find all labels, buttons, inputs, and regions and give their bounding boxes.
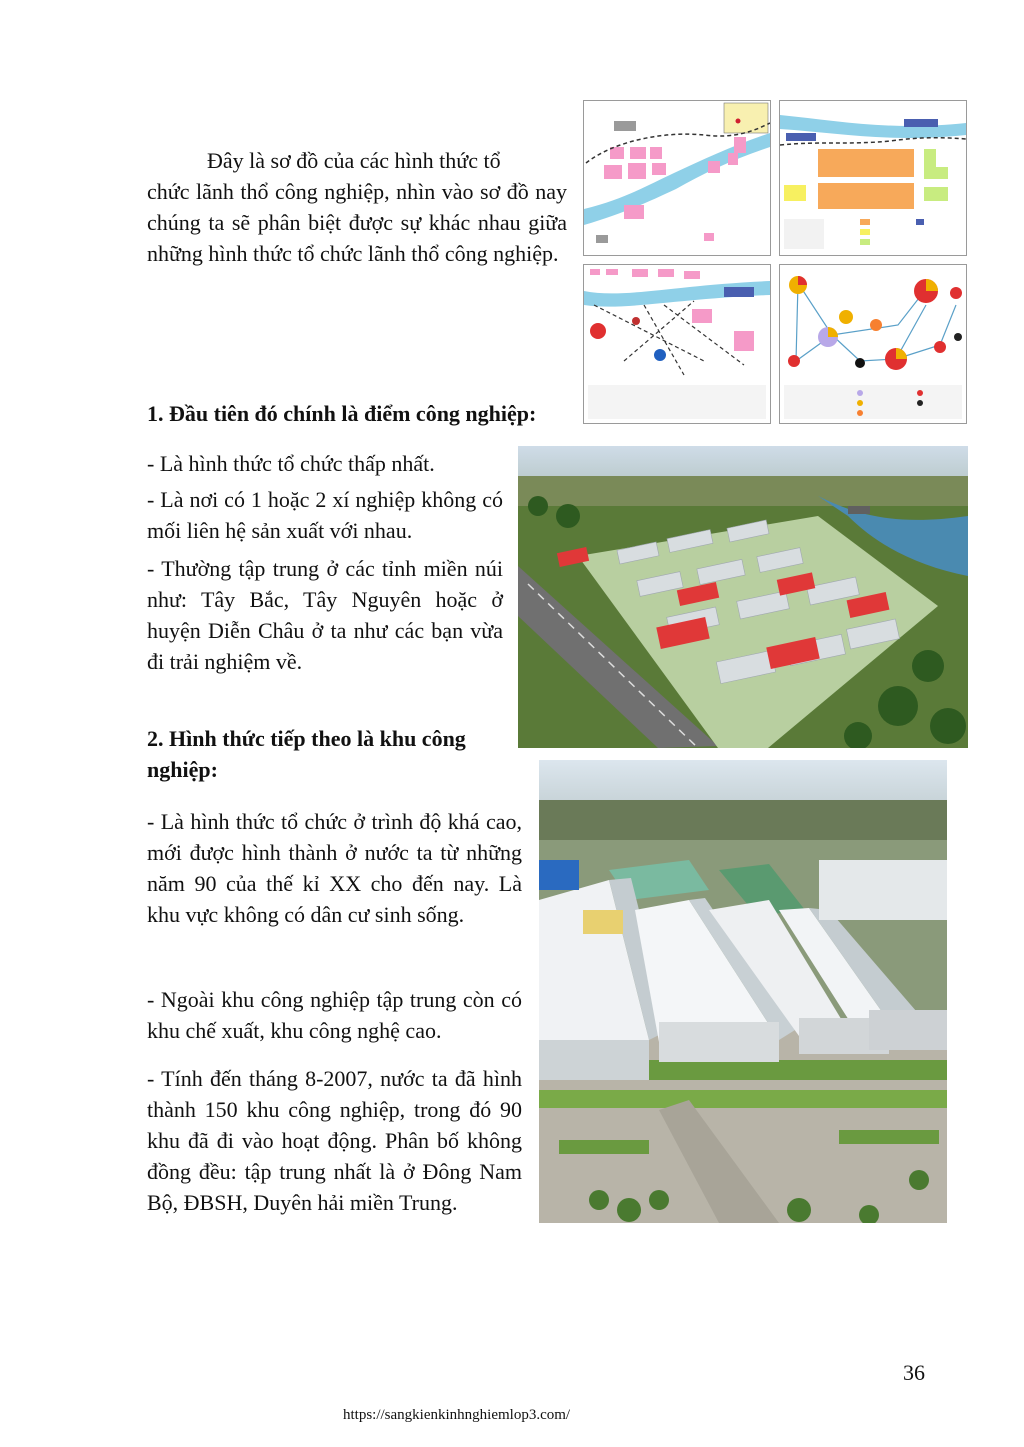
intro-paragraph xyxy=(147,145,567,269)
page-number: 36 xyxy=(903,1360,925,1385)
industrial-warehouses-photo xyxy=(539,760,947,1223)
diagram-industrial-center xyxy=(583,264,771,424)
section2-bullet-2: - Ngoài khu công nghiệp tập trung còn có khu chế xuất, khu công nghệ cao. xyxy=(147,987,522,1043)
section2-bullet-1: - Là hình thức tổ chức ở trình độ khá cao, mới được hình thành ở nước ta từ những năm 90 của thế kỉ XX cho đến nay. Là khu vực không có dân cư sinh sống. xyxy=(147,809,522,927)
intro-rest: chức lãnh thổ công nghiệp, nhìn vào sơ đồ nay chúng ta sẽ phân biệt được sự khác nhau giữa những hình thức tổ chức lãnh thổ công nghiệp. xyxy=(147,179,567,266)
diagram-industrial-zone xyxy=(779,100,967,256)
section1-bullet-3: - Thường tập trung ở các tỉnh miền núi như: Tây Bắc, Tây Nguyên hoặc ở huyện Diễn Châu ở ta như các bạn vừa đi trải nghiệm về. xyxy=(147,556,503,674)
industrial-park-aerial-photo xyxy=(518,446,968,748)
footer-url[interactable]: https://sangkienkinhnghiemlop3.com/ xyxy=(343,1407,571,1423)
section2-heading: 2. Hình thức tiếp theo là khu công nghiệp: xyxy=(147,726,466,782)
section1-bullet-1: - Là hình thức tổ chức thấp nhất. xyxy=(147,451,435,476)
diagram-industrial-point xyxy=(583,100,771,256)
section2-bullet-3: - Tính đến tháng 8-2007, nước ta đã hình thành 150 khu công nghiệp, trong đó 90 khu đã đi vào hoạt động. Phân bố không đồng đều: tập trung nhất là ở Đông Nam Bộ, ĐBSH, Duyên hải miền Trung. xyxy=(147,1066,522,1215)
section1-heading: 1. Đầu tiên đó chính là điểm công nghiệp: xyxy=(147,401,537,426)
section1-bullet-2: - Là nơi có 1 hoặc 2 xí nghiệp không có mối liên hệ sản xuất với nhau. xyxy=(147,487,503,543)
diagram-industrial-region xyxy=(779,264,967,424)
intro-first-line: Đây là sơ đồ của các hình thức tổ xyxy=(207,148,501,173)
